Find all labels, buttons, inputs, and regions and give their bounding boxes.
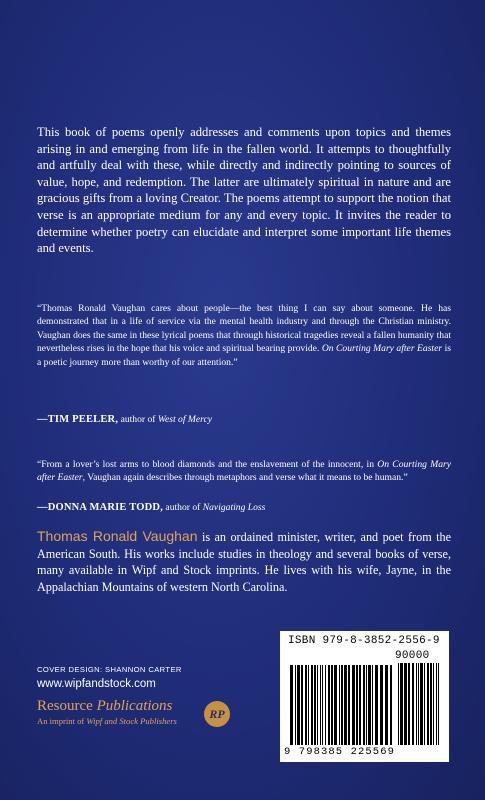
barcode-bar [320,665,321,745]
barcode-bar [352,665,355,745]
barcode-bar [438,663,439,745]
barcode-bar [418,663,419,745]
imprint-part2: Wipf and Stock Publishers [86,716,177,726]
barcode-bar [311,665,313,745]
author-name: Thomas Ronald Vaughan [37,528,198,544]
endorsement-text: “From a lover’s lost arms to blood diamonds and the enslavement of the innocent, in [37,459,378,470]
barcode-bar [390,665,392,745]
barcode-bar [301,665,303,745]
barcode-bar [400,663,403,745]
publisher-imprint [37,716,177,726]
barcode-bar [363,665,365,745]
price-code: 90000 [395,650,430,662]
barcode-bar [433,663,434,745]
endorser-name: —TIM PEELER, [37,414,119,425]
endorsement-book-title: On Courting Mary after Easter [321,343,443,355]
barcode-bar [368,665,371,745]
barcode-bar [334,665,337,745]
barcode-bar [322,665,323,745]
barcode-bar [416,663,417,745]
barcode-bar [375,665,378,745]
author-bio [37,528,451,595]
barcode-bar [359,665,361,745]
endorsement-text-end: , Vaughan again describes through metaphors and verse what it means to be human.” [82,472,408,484]
isbn-label: ISBN 979-8-3852-2556-9 [288,635,440,647]
barcode-bar [317,665,318,745]
endorsement-text-end: is a poetic journey more than worthy of our attention.” [37,343,451,368]
endorsement-book-title: On Courting Mary after Easter [37,459,452,484]
barcode-bar [308,665,309,745]
cover-design-credit: COVER DESIGN: SHANNON CARTER [37,665,182,674]
barcode-bar [290,665,293,745]
barcode-bar [427,663,429,745]
endorser-book: Navigating Loss [202,502,266,513]
back-cover-blurb: This book of poems openly addresses and comments upon topics and themes arising in and emerging from life in the fallen world. It attempts to thoughtfully and artfully deal with these, while directly and indirectly pointing to sources of value, hope, and redemption. The latter are ultimately spiritual in nature and are gracious gifts from a loving Creator. The poems attempt to support the notion that verse is an appropriate medium for any and every topic. It invites the reader to determine whether poetry can elucidate and interpret some important life themes and events. [37,125,451,256]
imprint-part1: An imprint of [37,716,87,726]
barcode-bar [348,665,350,745]
barcode-bar [314,665,316,745]
barcode-bar [412,663,414,745]
endorsement-quote [37,458,451,485]
publisher-logo-text: RP [209,706,225,721]
barcode-bar [339,665,340,745]
barcode-bar [341,665,343,745]
barcode-bar [436,663,437,745]
author-bio-text: is an ordained minister, writer, and poet from the American South. His works include studies in theology and several books of verse, many available in Wipf and Stock imprints. He lives with his wife, Jayne, in the Appalachian Mountains of western North Carolina. [37,530,452,594]
publisher-logo-icon [204,701,230,727]
endorsement-quote [37,302,451,369]
endorsement-attribution [37,414,212,425]
barcode-bar [424,663,425,745]
barcode-bar [344,665,347,745]
endorsement-attribution [37,502,265,513]
barcode-bar [380,665,383,745]
price-addon-barcode-icon [398,663,442,747]
barcode-bar [372,665,373,745]
publisher-website[interactable]: www.wipfandstock.com [37,678,156,690]
endorser-book: West of Mercy [157,414,213,425]
barcode-bar [325,665,326,745]
ean-barcode-icon [290,665,394,747]
endorsement-text: “Thomas Ronald Vaughan cares about people—the best thing I can say about someone. He has demonstrated that in a life of service via the mental health industry and through the Christian ministry. Vaughan does the same in these lyrical poems that through historical tragedies reveal a fallen humanity that nevertheless rises in the hope that his voice and spiritual bearing provide. [37,303,451,355]
endorser-name: —DONNA MARIE TODD, [37,502,164,513]
endorser-role: author of [163,502,203,513]
barcode-bar [305,665,307,745]
publisher-name-part1: Resource [37,698,97,714]
barcode-bar [356,665,358,745]
barcode-bar [295,665,296,745]
barcode-bar [408,663,410,745]
barcode-bar [297,665,300,745]
barcode-bar [430,663,432,745]
publisher-name-part2: Publications [96,698,173,714]
barcode-bar [404,663,407,745]
publisher-name [37,697,177,715]
ean-digits: 9 798385 225569 [284,746,396,758]
barcode-bar [328,665,330,745]
publisher-block [37,697,177,726]
barcode-bar [366,665,367,745]
endorser-role: author of [118,414,158,425]
barcode-bar [331,665,333,745]
barcode-bar [398,663,399,745]
barcode-bar [420,663,423,745]
barcode-panel [280,631,449,762]
barcode-bar [385,665,388,745]
